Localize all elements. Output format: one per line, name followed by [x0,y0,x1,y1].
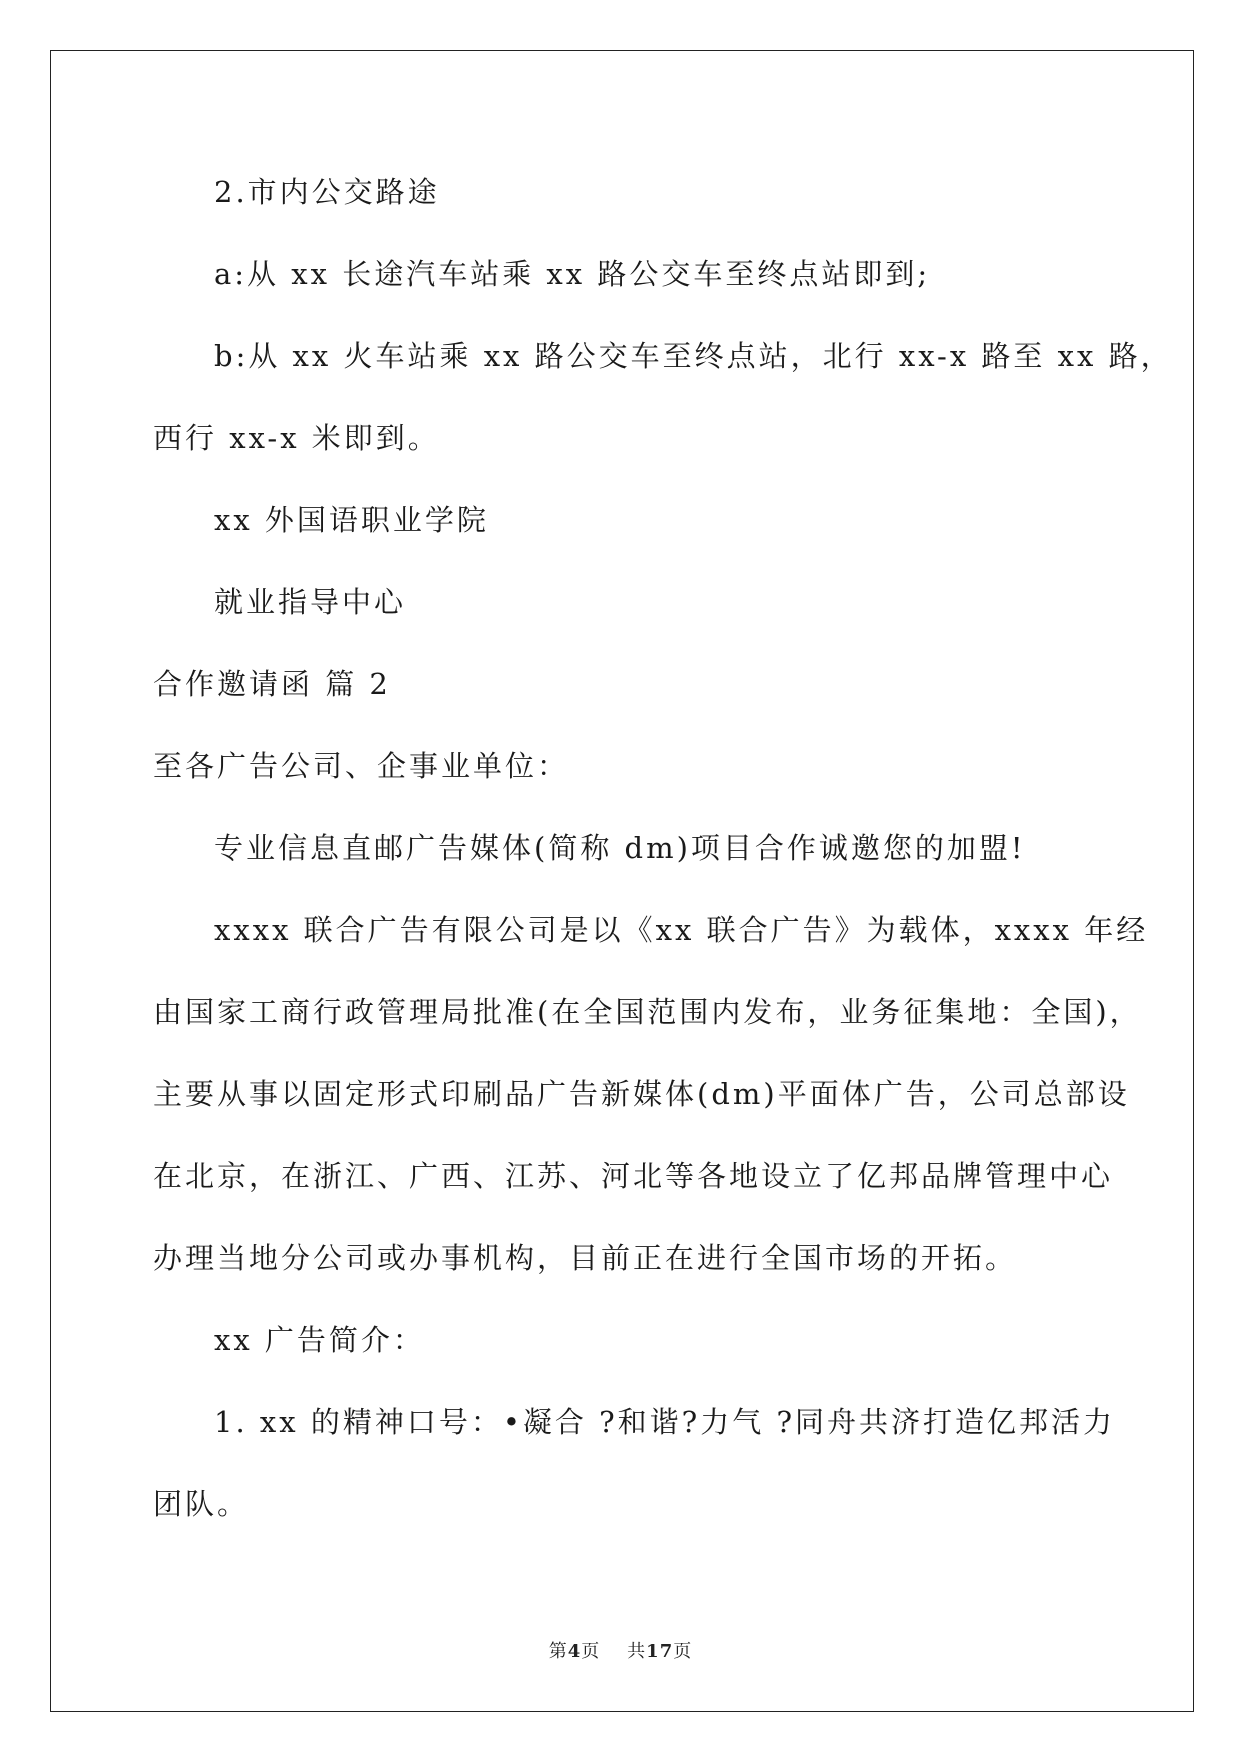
intro-paragraph: 专业信息直邮广告媒体(简称 dm)项目合作诚邀您的加盟! [214,831,1026,865]
company-paragraph-line-4: 在北京，在浙江、广西、江苏、河北等各地设立了亿邦品牌管理中心 [153,1159,1114,1193]
company-paragraph-line-3: 主要从事以固定形式印刷品广告新媒体(dm)平面体广告，公司总部设 [153,1077,1130,1111]
company-paragraph-line-2: 由国家工商行政管理局批准(在全国范围内发布，业务征集地：全国)， [153,995,1142,1029]
slogan-line-2: 团队。 [153,1487,250,1521]
total-prefix: 共 [627,1641,647,1662]
salutation: 至各广告公司、企事业单位： [153,749,570,783]
signature-college: xx 外国语职业学院 [214,503,489,537]
route-b-text: b:从 xx 火车站乘 xx 路公交车至终点站，北行 xx-x 路至 xx 路， [214,339,1173,373]
letter-title: 合作邀请函 篇 2 [153,667,391,701]
total-suffix: 页 [673,1641,693,1662]
total-pages: 17 [646,1641,674,1662]
section-heading-bus-routes: 2.市内公交路途 [214,175,440,209]
page-border [50,50,1194,1712]
page-suffix: 页 [581,1641,601,1662]
ad-intro-heading: xx 广告简介： [214,1323,425,1357]
company-paragraph-line-1: xxxx 联合广告有限公司是以《xx 联合广告》为载体，xxxx 年经 [214,913,1149,947]
route-a-text: a:从 xx 长途汽车站乘 xx 路公交车至终点站即到; [214,257,931,291]
page-prefix: 第 [548,1641,568,1662]
slogan-line-1: 1. xx 的精神口号：•凝合 ?和谐?力气 ?同舟共济打造亿邦活力 [214,1405,1116,1439]
company-paragraph-line-5: 办理当地分公司或办事机构，目前正在进行全国市场的开拓。 [153,1241,1018,1275]
page-footer [0,1637,1241,1663]
signature-department: 就业指导中心 [214,585,407,619]
page-number: 4 [567,1641,582,1662]
route-b-continuation: 西行 xx-x 米即到。 [153,421,440,455]
